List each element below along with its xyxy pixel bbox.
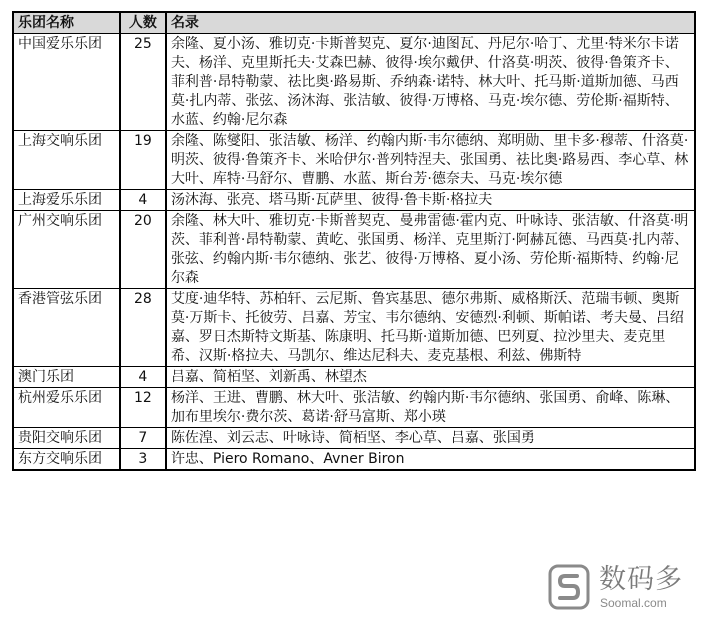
member-count: 7 — [120, 428, 166, 449]
member-count: 4 — [120, 190, 166, 211]
member-count: 3 — [120, 449, 166, 471]
table-row — [13, 428, 695, 449]
conductor-list: 艾度·迪华特、苏柏轩、云尼斯、鲁宾基思、德尔弗斯、威格斯沃、范瑞韦顿、奥斯莫·万斯卡、托彼劳、吕嘉、芳宝、韦尔德纳、安德烈·利顿、斯帕诺、考夫曼、吕绍嘉、罗日杰斯特文斯基、陈康明、托马斯·道斯加德、巴列夏、拉沙里夫、麦克里希、汉斯·格拉夫、马凯尔、维达尼科夫、麦克基根、利兹、佛斯特 — [166, 289, 695, 367]
orchestra-name: 杭州爱乐乐团 — [13, 388, 120, 428]
orchestra-name: 香港管弦乐团 — [13, 289, 120, 367]
header-orchestra-name: 乐团名称 — [13, 12, 120, 34]
conductor-table — [12, 11, 696, 471]
soomal-s-badge-icon — [547, 563, 591, 611]
table-row — [13, 211, 695, 289]
header-list: 名录 — [166, 12, 695, 34]
orchestra-name: 东方交响乐团 — [13, 449, 120, 471]
table-row — [13, 289, 695, 367]
conductor-list: 杨洋、王进、曹鹏、林大叶、张洁敏、约翰内斯·韦尔德纳、张国勇、俞峰、陈琳、加布里埃尔·费尔茨、葛诺·舒马富斯、郑小瑛 — [166, 388, 695, 428]
member-count: 25 — [120, 34, 166, 131]
soomal-watermark — [547, 563, 707, 615]
orchestra-name: 上海交响乐团 — [13, 131, 120, 190]
table-row — [13, 190, 695, 211]
orchestra-name: 上海爱乐乐团 — [13, 190, 120, 211]
conductor-list: 陈佐湟、刘云志、叶咏诗、简栢坚、李心草、吕嘉、张国勇 — [166, 428, 695, 449]
orchestra-name: 贵阳交响乐团 — [13, 428, 120, 449]
watermark-brand: 数码多 — [599, 564, 683, 595]
table-row — [13, 388, 695, 428]
table-row — [13, 449, 695, 471]
conductor-list: 吕嘉、简栢坚、刘新禹、林望杰 — [166, 367, 695, 388]
table-row — [13, 34, 695, 131]
watermark-url: Soomal.com — [600, 596, 667, 610]
orchestra-name: 广州交响乐团 — [13, 211, 120, 289]
table-row — [13, 367, 695, 388]
conductor-list: 余隆、陈燮阳、张洁敏、杨洋、约翰内斯·韦尔德纳、郑明勋、里卡多·穆蒂、什洛莫·明茨、彼得·鲁策齐卡、米哈伊尔·普列特涅夫、张国勇、祛比奥·路易西、李心草、林大叶、库特·马舒尔、曹鹏、水蓝、斯台芳·德奈夫、马克·埃尔德 — [166, 131, 695, 190]
header-count: 人数 — [120, 12, 166, 34]
conductor-list: 许忠、Piero Romano、Avner Biron — [166, 449, 695, 471]
orchestra-name: 中国爱乐乐团 — [13, 34, 120, 131]
member-count: 12 — [120, 388, 166, 428]
member-count: 20 — [120, 211, 166, 289]
member-count: 28 — [120, 289, 166, 367]
conductor-list: 汤沐海、张亮、塔马斯·瓦萨里、彼得·鲁卡斯·格拉夫 — [166, 190, 695, 211]
member-count: 4 — [120, 367, 166, 388]
table-row — [13, 131, 695, 190]
orchestra-name: 澳门乐团 — [13, 367, 120, 388]
conductor-list: 余隆、夏小汤、雅切克·卡斯普契克、夏尔·迪图瓦、丹尼尔·哈丁、尤里·特米尔卡诺夫、杨洋、克里斯托夫·艾森巴赫、彼得·埃尔戴伊、什洛莫·明茨、彼得·鲁策齐卡、菲利普·昂特勒蒙、祛比奥·路易斯、乔纳森·诺特、林大叶、托马斯·道斯加德、马西莫·扎内蒂、张弦、汤沐海、张洁敏、彼得·万博格、马克·埃尔德、劳伦斯·福斯特、水蓝、约翰·尼尔森 — [166, 34, 695, 131]
table-header-row — [13, 12, 695, 34]
member-count: 19 — [120, 131, 166, 190]
conductor-list: 余隆、林大叶、雅切克·卡斯普契克、曼弗雷德·霍内克、叶咏诗、张洁敏、什洛莫·明茨、菲利普·昂特勒蒙、黄屹、张国勇、杨洋、克里斯汀·阿赫瓦德、马西莫·扎内蒂、张弦、约翰内斯·韦尔德纳、张艺、彼得·万博格、夏小汤、劳伦斯·福斯特、约翰·尼尔森 — [166, 211, 695, 289]
